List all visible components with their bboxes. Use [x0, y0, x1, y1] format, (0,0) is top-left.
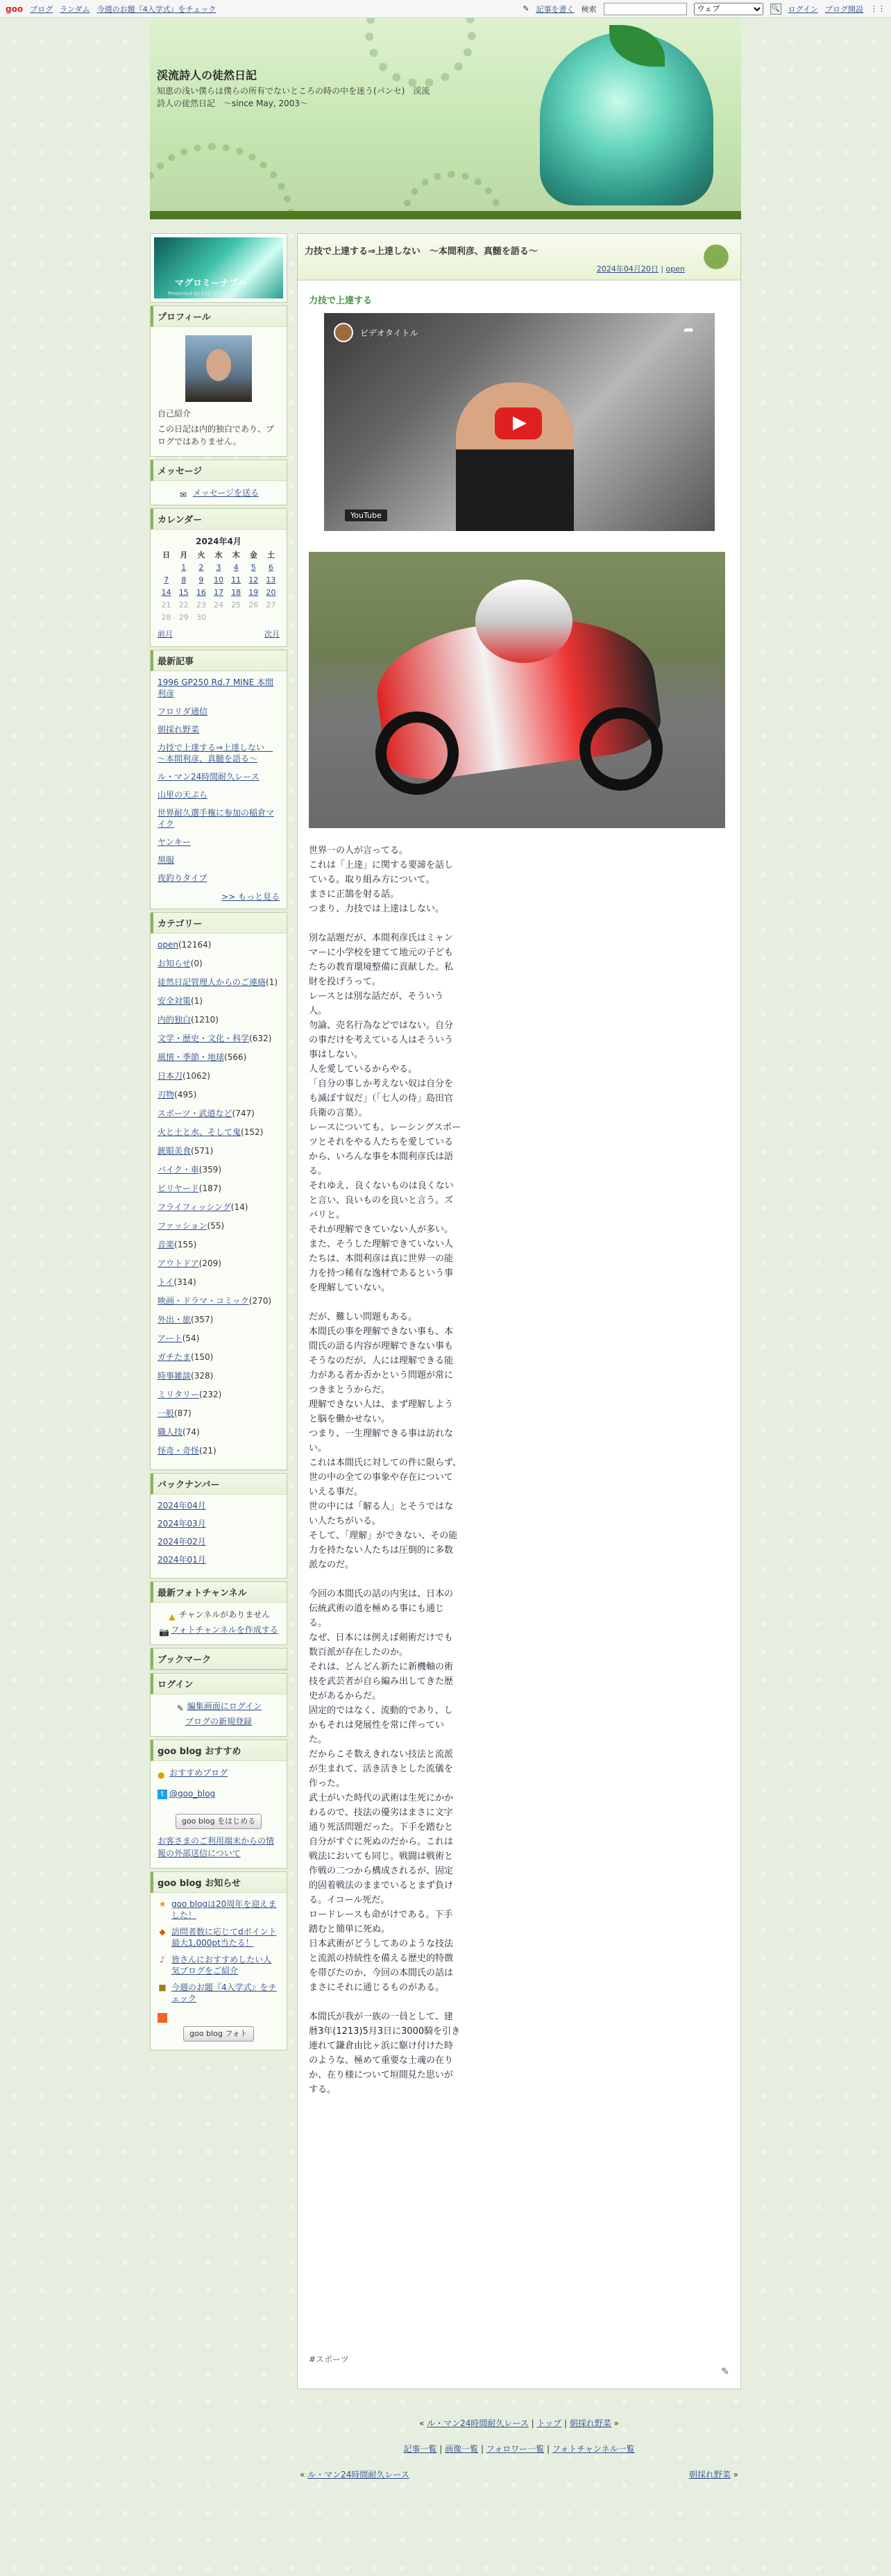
message-box	[150, 460, 287, 505]
calendar-day-link[interactable]: 12	[248, 575, 259, 584]
entry-date-link[interactable]: 2024年04月20日	[596, 264, 659, 273]
recommend-heading: goo blog おすすめ	[151, 1740, 287, 1761]
entry-header	[297, 233, 741, 280]
top-navbar	[0, 0, 891, 18]
categories-heading: カテゴリー	[151, 913, 287, 934]
category-count: (1210)	[191, 1015, 219, 1025]
calendar-day-link[interactable]: 19	[248, 588, 259, 597]
category-link[interactable]: 文学・歴史・文化・科学	[158, 1034, 250, 1043]
category-item	[158, 1389, 280, 1400]
youtube-logo[interactable]: YouTube	[345, 510, 387, 521]
category-link[interactable]: 日本刀	[158, 1071, 183, 1081]
twitter-icon: t	[158, 1790, 167, 1799]
calendar-day: 25	[231, 600, 241, 609]
create-photochannel-link[interactable]: フォトチャンネルを作成する	[171, 1625, 278, 1635]
category-count: (209)	[198, 1258, 221, 1268]
lace-decoration	[400, 171, 504, 219]
bottom-next-link[interactable]: 朝採れ野菜	[688, 2470, 731, 2480]
calendar-day	[210, 612, 227, 624]
calendar-day: 28	[161, 613, 171, 622]
list-link-images[interactable]: 画像一覧	[445, 2444, 479, 2454]
calendar-day-link[interactable]: 17	[213, 588, 223, 597]
category-count: (495)	[174, 1090, 197, 1100]
calendar-day: 29	[178, 613, 189, 622]
calendar-day-link[interactable]: 15	[178, 588, 189, 597]
categories-box	[150, 912, 287, 1470]
entry-category-link[interactable]: open	[665, 264, 685, 273]
category-item	[158, 1239, 280, 1250]
category-link[interactable]: 徒然日記管理人からのご連絡	[158, 977, 266, 987]
category-link[interactable]: 一般	[158, 1408, 175, 1418]
category-item	[158, 958, 280, 969]
calendar-day-link[interactable]: 18	[231, 588, 241, 597]
calendar-day-link[interactable]: 11	[231, 575, 241, 584]
category-item	[158, 1277, 280, 1288]
category-count: (152)	[241, 1127, 264, 1137]
calendar-day-link[interactable]: 5	[251, 563, 256, 572]
recent-post-link[interactable]: 山里の天ぷら	[158, 790, 208, 800]
goo-logo[interactable]: goo	[6, 3, 24, 14]
category-item	[158, 1089, 280, 1100]
calendar-day-link[interactable]: 1	[181, 563, 187, 572]
youtube-embed[interactable]	[324, 313, 715, 531]
prev-entry-link[interactable]: ル・マン24時間耐久レース	[427, 2418, 529, 2428]
backnumber-heading: バックナンバー	[151, 1474, 287, 1495]
calendar-day-link[interactable]: 9	[198, 575, 204, 584]
profile-avatar	[185, 335, 252, 402]
entry-subheading: 力技で上達する	[309, 296, 373, 306]
calendar-day: 30	[196, 613, 206, 622]
category-item	[158, 1033, 280, 1044]
category-link[interactable]: 内的独白	[158, 1015, 192, 1025]
pencil-icon: ✎	[176, 1703, 184, 1713]
category-count: (74)	[183, 1427, 200, 1437]
blog-title[interactable]: 渓流詩人の徒然日記	[157, 69, 257, 82]
category-link[interactable]: ミリタリー	[158, 1390, 200, 1399]
menu-grid-icon[interactable]: ⋮⋮	[870, 4, 885, 13]
photochannel-heading: 最新フォトチャンネル	[151, 1582, 287, 1603]
weekday: 木	[232, 550, 240, 559]
category-link[interactable]: フライフィッシング	[158, 1202, 231, 1212]
category-item	[158, 977, 280, 988]
calendar-day-link[interactable]: 8	[181, 575, 187, 584]
backnumber-box	[150, 1473, 287, 1579]
calendar-day: 24	[213, 600, 223, 609]
category-count: (571)	[191, 1146, 214, 1156]
edit-icon[interactable]: ✎	[721, 2366, 729, 2377]
category-item	[158, 1445, 280, 1456]
recent-post-link[interactable]: ル・マン24時間耐久レース	[158, 772, 260, 782]
video-title[interactable]: ビデオタイトル	[360, 328, 418, 338]
category-count: (359)	[198, 1165, 222, 1175]
category-item	[158, 1014, 280, 1025]
category-item	[158, 1202, 280, 1213]
category-count: (54)	[182, 1333, 200, 1343]
weekday: 土	[266, 550, 275, 559]
category-count: (155)	[174, 1240, 197, 1249]
lace-decoration	[150, 143, 296, 219]
calendar-day-link[interactable]: 4	[233, 563, 239, 572]
recent-posts-heading: 最新記事	[151, 650, 287, 671]
calendar-day-link[interactable]: 20	[266, 588, 276, 597]
calendar-table	[158, 549, 280, 624]
category-item	[158, 1333, 280, 1344]
news-link[interactable]: 皆さんにおすすめしたい人気ブログをご紹介	[171, 1955, 272, 1976]
lace-decoration	[365, 18, 476, 87]
category-link[interactable]: アート	[158, 1333, 183, 1343]
recent-post-link[interactable]: ヤンキー	[158, 837, 191, 847]
bulb-icon: ●	[158, 1769, 165, 1780]
chat-icon: ■	[158, 1982, 167, 1992]
category-link[interactable]: 火と土と水、そして鬼	[158, 1127, 241, 1137]
topbar-link-theme[interactable]: 今週のお題『4入学式』をチェック	[96, 4, 217, 14]
weekday: 水	[214, 550, 223, 559]
category-count: (12164)	[178, 940, 212, 950]
backnumber-link[interactable]: 2024年03月	[158, 1519, 206, 1529]
category-link[interactable]: 映画・ドラマ・コミック	[158, 1296, 249, 1306]
news-item	[158, 1954, 280, 1976]
channel-avatar[interactable]	[334, 323, 353, 342]
calendar-day	[228, 612, 245, 624]
news-link[interactable]: goo blogは20周年を迎えました！	[171, 1899, 277, 1920]
category-count: (270)	[248, 1296, 272, 1306]
category-count: (1062)	[183, 1071, 210, 1081]
category-link[interactable]: 怪奇・奇怪	[158, 1446, 200, 1456]
weekday: 日	[162, 550, 171, 559]
calendar-day-link[interactable]: 14	[161, 588, 171, 597]
top-link[interactable]: トップ	[536, 2418, 562, 2428]
calendar-day-link[interactable]: 3	[216, 563, 221, 572]
rear-wheel	[579, 707, 663, 791]
category-count: (314)	[173, 1277, 196, 1287]
calendar-day-link[interactable]: 10	[213, 575, 223, 584]
category-count: (87)	[174, 1408, 192, 1418]
write-article-link[interactable]: 記事を書く	[536, 4, 575, 14]
calendar-day: 22	[178, 600, 189, 609]
play-button[interactable]	[495, 407, 542, 439]
calendar-day-link[interactable]: 2	[198, 563, 204, 572]
category-link[interactable]: ファッション	[158, 1221, 207, 1231]
entry-body	[297, 280, 741, 2389]
video-thumbnail-person	[456, 382, 574, 531]
banner-title: マグロミーナブハ	[175, 278, 246, 289]
write-icon: ✎	[523, 4, 529, 13]
next-entry-link[interactable]: 朝採れ野菜	[569, 2418, 611, 2428]
topbar-link-random[interactable]: ランダム	[60, 4, 90, 14]
category-link[interactable]: スポーツ・武道など	[158, 1109, 232, 1118]
star-icon: ★	[158, 1899, 167, 1909]
profile-heading: プロフィール	[151, 306, 287, 327]
category-item	[158, 1052, 280, 1063]
category-count: (747)	[232, 1109, 255, 1118]
category-count: (150)	[191, 1352, 214, 1362]
weekday: 月	[180, 550, 188, 559]
calendar-day-link[interactable]: 6	[268, 563, 273, 572]
calendar-prev-link[interactable]: 前月	[158, 630, 173, 639]
message-heading: メッセージ	[151, 460, 287, 481]
recent-posts-box	[150, 650, 287, 909]
entry-meta: 2024年04月20日 | open	[596, 264, 685, 273]
news-item	[158, 1899, 280, 1921]
search-input[interactable]	[604, 3, 687, 15]
login-heading: ログイン	[151, 1674, 287, 1694]
category-count: (55)	[207, 1221, 225, 1231]
category-item	[158, 1183, 280, 1194]
category-count: (0)	[190, 959, 203, 968]
main-content	[297, 233, 741, 2480]
recommend-box	[150, 1740, 287, 1869]
category-item	[158, 1220, 280, 1231]
share-icon[interactable]: ➦	[683, 323, 694, 337]
entry-paragraph: 本間氏が我が一族の一員として、建暦3年(1213)5月3日に3000騎を引き連れて鎌倉由比ヶ浜に駆け付けた時のような、極めて重要な士魂の在りか、在り様について垣間見た思いがする。	[309, 2012, 461, 2095]
recent-post-link[interactable]: 力技で上達する⇒上達しない ～本間利彦、真髄を語る～	[158, 743, 273, 764]
rider-helmet	[475, 580, 572, 663]
calendar-next-link[interactable]: 次月	[264, 630, 280, 639]
twitter-link[interactable]: @goo_blog	[169, 1789, 216, 1799]
list-links: 記事一覧 | 画像一覧 | フォロワー一覧 | フォトチャンネル一覧	[403, 2444, 635, 2454]
news-link[interactable]: 訪問者数に応じてdポイント最大1,000pt当たる！	[171, 1927, 277, 1948]
profile-intro-label: 自己紹介	[158, 409, 192, 419]
send-message-link[interactable]: メッセージを送る	[192, 488, 260, 498]
photochannel-none: チャンネルがありません	[178, 1610, 271, 1619]
calendar-month: 2024年4月	[196, 537, 241, 546]
category-item	[158, 1164, 280, 1175]
login-link[interactable]: ログイン	[788, 4, 818, 14]
recent-post-link[interactable]: 朝採れ野菜	[158, 725, 200, 734]
bookmark-box	[150, 1648, 287, 1670]
list-link-photochannels[interactable]: フォトチャンネル一覧	[552, 2444, 635, 2454]
blog-open-link[interactable]: ブログ開設	[825, 4, 863, 14]
edit-login-link[interactable]: 編集画面にログイン	[187, 1701, 262, 1711]
category-link[interactable]: 職人技	[158, 1427, 183, 1437]
bottom-pager: « ル・マン24時間耐久レース 朝採れ野菜 »	[300, 2470, 738, 2480]
more-posts-link[interactable]: >> もっと見る	[221, 892, 280, 902]
camera-icon: 📷	[159, 1626, 170, 1637]
category-link[interactable]: トイ	[158, 1277, 174, 1287]
category-link[interactable]: 刃物	[158, 1090, 175, 1100]
calendar-day-link[interactable]: 7	[164, 575, 169, 584]
category-count: (328)	[191, 1371, 214, 1381]
category-link[interactable]: バイク・車	[158, 1165, 199, 1175]
category-item	[158, 1258, 280, 1269]
entry-paragraph: 世界一の人が言ってる。 これは「上達」に関する要諦を話している。取り組み方について。 まさに正鵠を射る話。 つまり、力技では上達はしない。	[309, 845, 454, 914]
point-icon: ◆	[159, 1927, 166, 1937]
category-link[interactable]: ガチたま	[158, 1352, 192, 1362]
blog-description: 知恵の浅い僕らは僕らの所有でないところの時の中を迷う(パンセ) 渓流詩人の徒然日記 ～since May, 2003～	[157, 86, 430, 108]
blog-header	[150, 18, 741, 219]
front-wheel	[375, 712, 459, 795]
calendar-day	[262, 612, 280, 624]
list-link-articles[interactable]: 記事一覧	[403, 2444, 437, 2454]
register-blog-link[interactable]: ブログの新規登録	[185, 1717, 252, 1726]
entry-title: 力技で上達する⇒上達しない ～本間利彦、真髄を語る～	[305, 246, 538, 257]
calendar-day: 23	[196, 600, 206, 609]
entry-paragraph: だが、難しい問題もある。 本間氏の事を理解できない事も、本間氏の語る内容が理解できない事もそうなのだが、人には理解できる能力がある者か否かという問題が常につきまとうからだ。 理解できない人は、まず理解しようと脳を働かせない。 つまり、一生理解できる事は訪れない。 これは本間氏に対しての件に限らず、世の中の全ての事象や存在についていえる事だ。 世の中には「解る人」とそうではない人たちがいる。 そして、「理解」ができない、その能力を持たない人たちは圧倒的に多数派なのだ。	[309, 1312, 461, 1570]
category-item	[158, 1314, 280, 1325]
category-item	[158, 1352, 280, 1363]
recent-post-link[interactable]: 夜釣りタイプ	[158, 873, 207, 883]
category-count: (232)	[199, 1390, 222, 1399]
category-count: (357)	[191, 1315, 214, 1324]
envelope-icon: ✉	[179, 489, 187, 500]
news-heading: goo blog お知らせ	[151, 1872, 287, 1893]
banner-sub: Presented by KAZ @TMANNEN	[168, 291, 242, 296]
calendar-day	[245, 612, 262, 624]
profile-intro-text: この日記は内的独白であり、ブログではありません。	[158, 424, 275, 446]
topbar-link-blog[interactable]: ブログ	[30, 4, 53, 14]
category-link[interactable]: 銃眼美食	[158, 1146, 192, 1156]
sidebar-banner	[150, 233, 287, 303]
category-item	[158, 1295, 280, 1306]
category-link[interactable]: 外出・旅	[158, 1315, 192, 1324]
category-item	[158, 1127, 280, 1138]
photochannel-box	[150, 1581, 287, 1645]
category-count: (1)	[191, 996, 203, 1006]
backnumber-link[interactable]: 2024年01月	[158, 1555, 206, 1565]
login-box	[150, 1673, 287, 1737]
category-link[interactable]: 風情・季節・地球	[158, 1052, 225, 1062]
goo-blog-photo-button[interactable]: goo blog フォト	[183, 2026, 254, 2042]
bottom-prev-link[interactable]: ル・マン24時間耐久レース	[307, 2470, 409, 2480]
entry-tag[interactable]: #スポーツ	[309, 2355, 349, 2364]
category-count: (632)	[249, 1034, 272, 1043]
category-link[interactable]: 音楽	[158, 1240, 175, 1249]
sidebar-banner-image	[154, 237, 283, 298]
search-button[interactable]: 🔍	[770, 3, 781, 15]
calendar-heading: カレンダー	[151, 509, 287, 530]
backnumber-link[interactable]: 2024年02月	[158, 1537, 206, 1547]
category-item	[158, 1408, 280, 1419]
note-icon: ♪	[160, 1955, 165, 1964]
bookmark-heading: ブックマーク	[151, 1649, 287, 1669]
calendar-day	[158, 562, 175, 574]
category-count: (187)	[198, 1184, 222, 1193]
recommended-blogs-link[interactable]: おすすめブログ	[169, 1768, 228, 1778]
calendar-day-link[interactable]: 13	[266, 575, 276, 584]
news-item	[158, 1982, 280, 2004]
category-link[interactable]: 安全対策	[158, 996, 192, 1006]
start-goo-blog-button[interactable]: goo blog をはじめる	[176, 1814, 262, 1829]
category-count: (1)	[266, 977, 278, 987]
entry-text	[309, 843, 461, 2097]
entry-paragraph: 今回の本間氏の話の内実は、日本の伝統武術の道を極める事にも通じる。 なぜ、日本には例えば剣術だけでも数百派が存在したのか。 それは、どんどん新たに新機軸の術技を武芸者が自ら編み出してきた歴史があるからだ。 固定的ではなく、流動的であり、しかもそれは発展性を常に伴っていた。 だからこそ数えきれない技法と流派が生まれて、活き活きとした流儀を作った。 武士がいた時代の武術は生死にかかわるので、技法の優劣はまさに文字通り死活問題だった。下手を踏むと自分がすぐに死ぬのだから。これは戦法においても同じ。戦闘は戦術と作戦の二つから構成されるが、固定的固着戦法のままでいるとまず負ける。イコール死だ。 ロードレースも命がけである。下手踏むと簡単に死ぬ。 日本武術がどうしてあのような技法と流派の持続性を備える歴史的特徴を帯びたのか、今回の本間氏の話はまさにそれに通じるものがある。	[309, 1589, 454, 1993]
calendar-box	[150, 508, 287, 647]
weekday: 金	[249, 550, 257, 559]
recent-post-link[interactable]: フロリダ通信	[158, 707, 208, 716]
list-link-followers[interactable]: フォロワー一覧	[486, 2444, 545, 2454]
leaf-decoration	[695, 235, 738, 278]
rss-icon[interactable]	[158, 2013, 167, 2023]
profile-box	[150, 305, 287, 457]
category-link[interactable]: ビリヤード	[158, 1184, 199, 1193]
motorcycle-photo	[309, 552, 725, 828]
news-item	[158, 1926, 280, 1948]
weekday: 火	[197, 550, 205, 559]
entry-pager: « ル・マン24時間耐久レース | トップ | 朝採れ野菜 »	[419, 2418, 619, 2428]
category-link[interactable]: アウトドア	[158, 1258, 199, 1268]
category-item	[158, 939, 280, 950]
calendar-day: 27	[266, 600, 276, 609]
entry-paragraph: 別な話題だが、本間利彦氏はミャンマーに小学校を建てて地元の子どもたちの教育環境整備に貢献した。私財を投げうって。 レースとは別な話だが、そういう人。 勿論、売名行為などではない。自分の事だけを考えている人はそういう事はしない。 人を愛しているからやる。 「自分の事しか考えない奴は自分をも滅ぼす奴だ」（「七人の侍」島田官兵衛の言葉）。 レースについても、レーシングスポーツとそれをやる人たちを愛しているから、いろんな事を本間利彦氏は語る。 それゆえ、良くないものは良くないと言い、良いものを良いと言う。ズバリと。 それが理解できていない人が多い。 また、そうした理解できていない人たちは、本間利彦は真に世界一の能力を持つ稀有な逸材であるという事を理解していない。	[309, 933, 461, 1293]
recent-post-link[interactable]: 世界耐久選手権に参加の稲倉マイク	[158, 808, 275, 829]
category-item	[158, 1108, 280, 1119]
recent-post-link[interactable]: 1996 GP250 Rd.7 MINE 本間利彦	[158, 677, 274, 698]
warning-icon: ▲	[169, 1611, 176, 1622]
category-item	[158, 1070, 280, 1081]
calendar-day-link[interactable]: 16	[196, 588, 206, 597]
category-count: (14)	[230, 1202, 248, 1212]
category-item	[158, 995, 280, 1007]
search-label: 検索	[581, 4, 597, 14]
category-item	[158, 1426, 280, 1438]
calendar-day: 26	[248, 600, 259, 609]
category-count: (566)	[224, 1052, 247, 1062]
category-count: (21)	[199, 1446, 217, 1456]
search-scope-select[interactable]	[694, 3, 763, 15]
category-link[interactable]: お知らせ	[158, 959, 191, 968]
news-box	[150, 1871, 287, 2051]
external-info-link[interactable]: お客さまのご利用端末からの情報の外部送信について	[158, 1836, 275, 1858]
news-link[interactable]: 今週のお題『4入学式』をチェック	[171, 1982, 277, 2003]
category-item	[158, 1145, 280, 1156]
backnumber-link[interactable]: 2024年04月	[158, 1501, 206, 1510]
sidebar	[150, 233, 287, 2480]
category-link[interactable]: 時事雑談	[158, 1371, 192, 1381]
calendar-day: 21	[161, 600, 171, 609]
recent-post-link[interactable]: 黒服	[158, 855, 175, 865]
category-item	[158, 1370, 280, 1381]
category-link[interactable]: open	[158, 940, 178, 950]
